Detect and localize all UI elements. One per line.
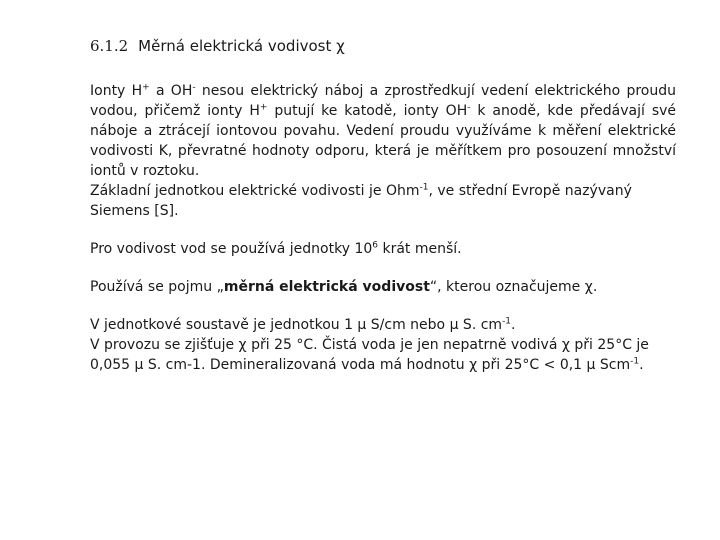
text-run: k anodě, kde předávají své náboje a ztrácejí iontovou povahu. Vedení proudu využíváme k měření elektrické vodivosti K, převratné hodnoty odporu, která je měřítkem pro posouzení množství iontů v roztoku. — [90, 103, 677, 179]
text-run: putují ke katodě, ionty OH — [267, 103, 468, 119]
text-run: . — [639, 357, 644, 373]
superscript: 6 — [372, 240, 379, 251]
bold-term: měrná elektrická vodivost — [223, 279, 430, 295]
spacer — [90, 259, 676, 277]
text-run: nesou elektrický náboj a zprostředkují vedení elektrického proudu vodou, přičemž ionty H — [90, 83, 676, 119]
superscript: - — [192, 82, 196, 93]
text-run: . — [511, 317, 516, 333]
section-title: Měrná elektrická vodivost χ — [138, 37, 345, 55]
section-heading — [90, 36, 345, 56]
superscript: + — [142, 82, 150, 93]
paragraph-unit — [90, 181, 676, 221]
text-run: krát menší. — [378, 241, 462, 257]
spacer — [90, 221, 676, 239]
text-run: V jednotkové soustavě je jednotkou 1 μ S/cm nebo μ S. cm — [90, 317, 503, 333]
text-run: Základní jednotkou elektrické vodivosti je Ohm — [90, 183, 420, 199]
spacer — [90, 297, 676, 315]
paragraph-practice — [90, 335, 676, 375]
text-run: Ionty H — [90, 83, 143, 99]
paragraph-term — [90, 277, 676, 297]
superscript: - — [467, 102, 471, 113]
text-run: Používá se pojmu „ — [90, 279, 224, 295]
paragraph-water-units — [90, 239, 676, 259]
text-run: a OH — [149, 83, 193, 99]
superscript: -1 — [630, 356, 640, 367]
text-run: Pro vodivost vod se používá jednotky 10 — [90, 241, 373, 257]
text-run: “, kterou označujeme χ. — [429, 279, 598, 295]
superscript: -1 — [419, 182, 429, 193]
paragraph-unit-system — [90, 315, 676, 335]
section-number: 6.1.2 — [90, 37, 129, 55]
text-run: V provozu se zjišťuje χ při 25 °C. Čistá voda je jen nepatrně vodivá χ při 25°C je 0,055 μ S. cm-1. Demineralizovaná voda má hodnotu χ při 25°C < 0,1 μ Scm — [90, 337, 649, 373]
paragraph-ions — [90, 81, 676, 181]
body-text — [90, 81, 676, 375]
text-run: , ve střední Evropě nazývaný Siemens [S]. — [90, 183, 632, 219]
superscript: + — [259, 102, 268, 113]
superscript: -1 — [502, 316, 512, 327]
